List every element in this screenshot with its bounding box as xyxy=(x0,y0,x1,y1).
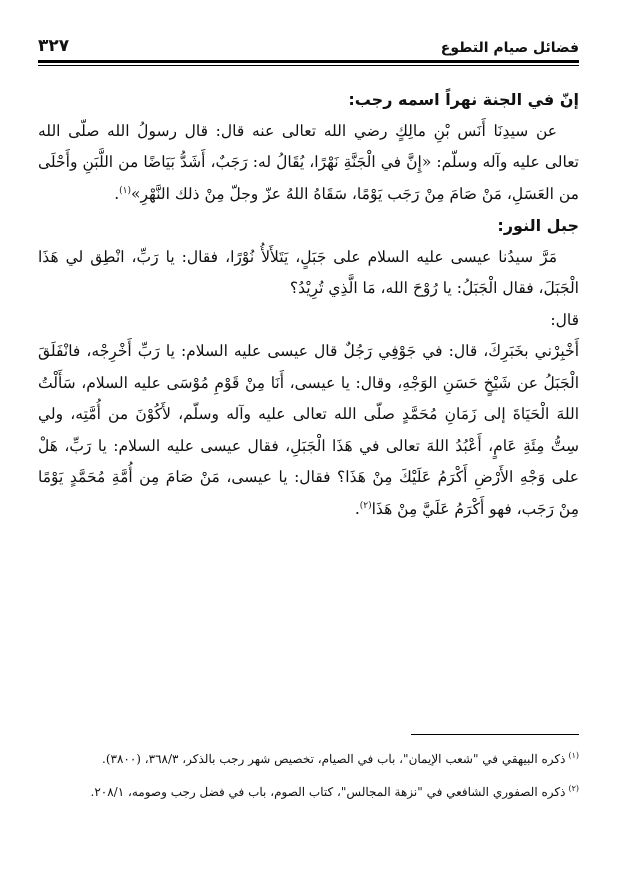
page-body xyxy=(38,84,579,525)
hadith-tail: . xyxy=(114,184,120,203)
footnote-ref-1[interactable]: (١) xyxy=(119,185,132,196)
page-number: ٣٢٧ xyxy=(38,36,70,56)
footnote-2 xyxy=(38,777,579,808)
section-heading-rajab-river: إنّ في الجنة نهراً اسمه رجب: xyxy=(348,90,579,109)
running-header xyxy=(38,30,579,56)
narrative-qal: قال: xyxy=(550,310,579,329)
footnote-2-mark: (٢) xyxy=(568,784,579,793)
footnotes xyxy=(38,744,579,810)
header-rule xyxy=(38,60,579,66)
footnote-separator xyxy=(411,734,579,735)
footnote-1-mark: (١) xyxy=(568,751,579,760)
section-heading-mountain-of-light: جبل النور: xyxy=(497,216,579,235)
hadith-rajab-river xyxy=(38,116,579,211)
narrative-tail: . xyxy=(354,499,360,518)
narrative-text: أَخْبِرْني بخَبَرِكَ، قال: في جَوْفِي رَجُلٌ قال عيسى عليه السلام: يا رَبِّ أَخْرِجْه، فانْفَلَقَ الْجَبَلُ عن شَيْخٍ حَسَنِ الوَجْهِ، وقال: يا عيسى، أَنَا مِنْ قَوْمِ مُوْسَى عليه السلام، سَأَلْتُ اللهَ الْحَيَاةَ إلى زَمَانِ مُحَمَّدٍ صلّى الله تعالى عليه وآله وسلّم، لأَكُوْنَ من أُمَّتِه، ولي سِتُّ مِئَةِ عَامٍ، أَعْبُدُ اللهَ تعالى في هَذَا الْجَبَلِ، فقال عيسى عليه السلام: يا رَبِّ، هَلْ على وَجْهِ الأَرْضِ أَكْرَمُ عَلَيْكَ مِنْ هَذَا؟ فقال: يا عيسى، مَنْ صَامَ مِن أُمَّةِ مُحَمَّدٍ يَوْمًا مِنْ رَجَب، فهو أَكْرَمُ عَلَيَّ مِنْ هَذَا xyxy=(38,342,579,518)
footnote-ref-2[interactable]: (٢) xyxy=(359,500,372,511)
running-header-title: فضائل صيام التطوع xyxy=(440,40,579,56)
footnote-2-text: ذكره الصفوري الشافعي في "نزهة المجالس"، كتاب الصوم، باب في فضل رجب وصومه، ٢٠٨/١. xyxy=(90,785,566,799)
narrative-body xyxy=(38,336,579,525)
hadith-text: عن سيدِنَا أَنَس بْنِ مالِكٍ رضي الله تعالى عنه قال: قال رسولُ الله صلّى الله تعالى عليه وآله وسلّم: «إِنَّ في الْجَنَّةِ نَهْرًا، يُقَالُ له: رَجَبٌ، أَشَدُّ بَيَاضًا من اللَّبَنِ وأَحْلَى من العَسَلِ، مَنْ صَامَ مِنْ رَجَب يَوْمًا، سَقَاهُ اللهُ عزّ وجلّ مِنْ ذلك النَّهْرِ» xyxy=(38,121,579,203)
footnote-1-text: ذكره البيهقي في "شعب الإيمان"، باب في الصيام، تخصيص شهر رجب بالذكر، ٣٦٨/٣، (٣٨٠٠). xyxy=(102,752,566,766)
footnote-1 xyxy=(38,744,579,775)
narrative-opening: مَرَّ سيدُنا عيسى عليه السلام على جَبَلٍ، يَتَلأَلأُ نُوْرًا، فقال: يا رَبِّ، انْطِق لي هَذَا الْجَبَلَ، فقال الْجَبَلُ: يا رُوْحَ الله، مَا الَّذِي تُرِيْدُ؟ xyxy=(38,247,579,297)
